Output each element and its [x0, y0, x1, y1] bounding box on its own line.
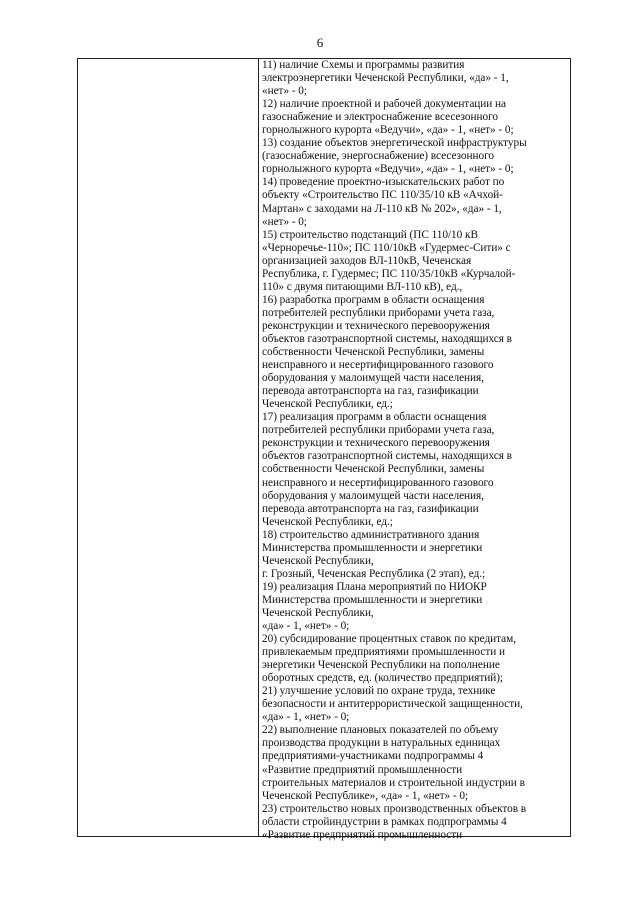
text-line: безопасности и антитеррористической защищенности, [262, 698, 523, 711]
text-line: газоснабжение и электроснабжение всесезонного [262, 111, 498, 124]
text-line: Чеченской Республики, ед.; [262, 515, 393, 528]
text-line: Мартан» с заходами на Л-110 кВ № 202», «да» - 1, [262, 202, 502, 215]
text-line: энергетики Чеченской Республики на пополнение [262, 659, 500, 672]
text-line: (газоснабжение, энергоснабжение) всесезонного [262, 150, 494, 163]
text-line: «Развитие предприятий промышленности [262, 763, 463, 776]
text-line: 19) реализация Плана мероприятий по НИОКР [262, 580, 487, 593]
text-line: предприятиями-участниками подпрограммы 4 [262, 750, 484, 763]
column-divider [258, 59, 259, 836]
text-line: «Развитие предприятий промышленности [262, 828, 463, 841]
text-line: перевода автотранспорта на газ, газификации [262, 502, 479, 515]
text-line: 16) разработка программ в области оснащения [262, 293, 485, 306]
text-line: неисправного и несертифицированного газового [262, 476, 494, 489]
text-line: 21) улучшение условий по охране труда, технике [262, 685, 496, 698]
text-line: «да» - 1, «нет» - 0; [262, 711, 350, 724]
text-line: Чеченской Республики, ед.; [262, 398, 393, 411]
text-line: 14) проведение проектно-изыскательских работ по [262, 176, 505, 189]
text-line: г. Грозный, Чеченская Республика (2 этап), ед.; [262, 567, 486, 580]
text-line: производства продукции в натуральных единицах [262, 737, 501, 750]
text-line: реконструкции и технического перевооружения [262, 437, 490, 450]
text-line: 13) создание объектов энергетической инфраструктуры [262, 137, 527, 150]
text-line: 12) наличие проектной и рабочей документации на [262, 98, 507, 111]
page-number: 6 [316, 35, 324, 50]
text-line: Чеченской Республики, [262, 554, 374, 567]
text-line: горнолыжного курорта «Ведучи», «да» - 1, «нет» - 0; [262, 124, 514, 137]
text-line: «да» - 1, «нет» - 0; [262, 620, 350, 633]
text-line: оборудования у малоимущей части населения, [262, 489, 484, 502]
text-line: потребителей республики приборами учета газа, [262, 306, 495, 319]
text-line: собственности Чеченской Республики, замены [262, 346, 485, 359]
text-line: Республика, г. Гудермес; ПС 110/35/10кВ «Курчалой- [262, 267, 516, 280]
table-cell-right [262, 59, 568, 841]
text-line: 22) выполнение плановых показателей по объему [262, 724, 499, 737]
text-line: Чеченской Республике», «да» - 1, «нет» - 0; [262, 789, 469, 802]
text-line: Чеченской Республики, [262, 606, 374, 619]
text-line: горнолыжного курорта «Ведучи», «да» - 1, «нет» - 0; [262, 163, 514, 176]
text-line: оборудования у малоимущей части населения, [262, 372, 484, 385]
text-line: потребителей республики приборами учета газа, [262, 424, 495, 437]
text-line: 110» с двумя питающими ВЛ-110 кВ), ед., [262, 280, 463, 293]
text-line: оборотных средств, ед. (количество предприятий); [262, 672, 503, 685]
text-line: объектов газотранспортной системы, находящихся в [262, 332, 512, 345]
text-line: «нет» - 0; [262, 85, 307, 98]
text-line: Министерства промышленности и энергетики [262, 593, 483, 606]
text-line: объекту «Строительство ПС 110/35/10 кВ «Ачхой- [262, 189, 503, 202]
table-cell-left [78, 59, 258, 836]
text-line: перевода автотранспорта на газ, газификации [262, 385, 479, 398]
text-line: 20) субсидирование процентных ставок по кредитам, [262, 633, 517, 646]
text-line: объектов газотранспортной системы, находящихся в [262, 450, 512, 463]
text-line: электроэнергетики Чеченской Республики, «да» - 1, [262, 72, 509, 85]
text-line: 15) строительство подстанций (ПС 110/10 кВ [262, 228, 478, 241]
text-line: Министерства промышленности и энергетики [262, 541, 483, 554]
text-line: реконструкции и технического перевооружения [262, 319, 490, 332]
text-line: привлекаемым предприятиями промышленности и [262, 646, 506, 659]
text-line: области стройиндустрии в рамках подпрограммы 4 [262, 815, 507, 828]
text-line: 17) реализация программ в области оснащения [262, 411, 487, 424]
text-line: организацией заходов ВЛ-110кВ, Чеченская [262, 254, 472, 267]
text-line: собственности Чеченской Республики, замены [262, 463, 485, 476]
text-line: неисправного и несертифицированного газового [262, 359, 494, 372]
text-line: 11) наличие Схемы и программы развития [262, 59, 465, 71]
text-line: «Черноречье-110»; ПС 110/10кВ «Гудермес-Сити» с [262, 241, 511, 254]
text-line: строительных материалов и строительной индустрии в [262, 776, 525, 789]
document-table [77, 58, 571, 841]
text-line: «нет» - 0; [262, 215, 307, 228]
text-line: 23) строительство новых производственных объектов в [262, 802, 527, 815]
text-line: 18) строительство административного здания [262, 528, 480, 541]
